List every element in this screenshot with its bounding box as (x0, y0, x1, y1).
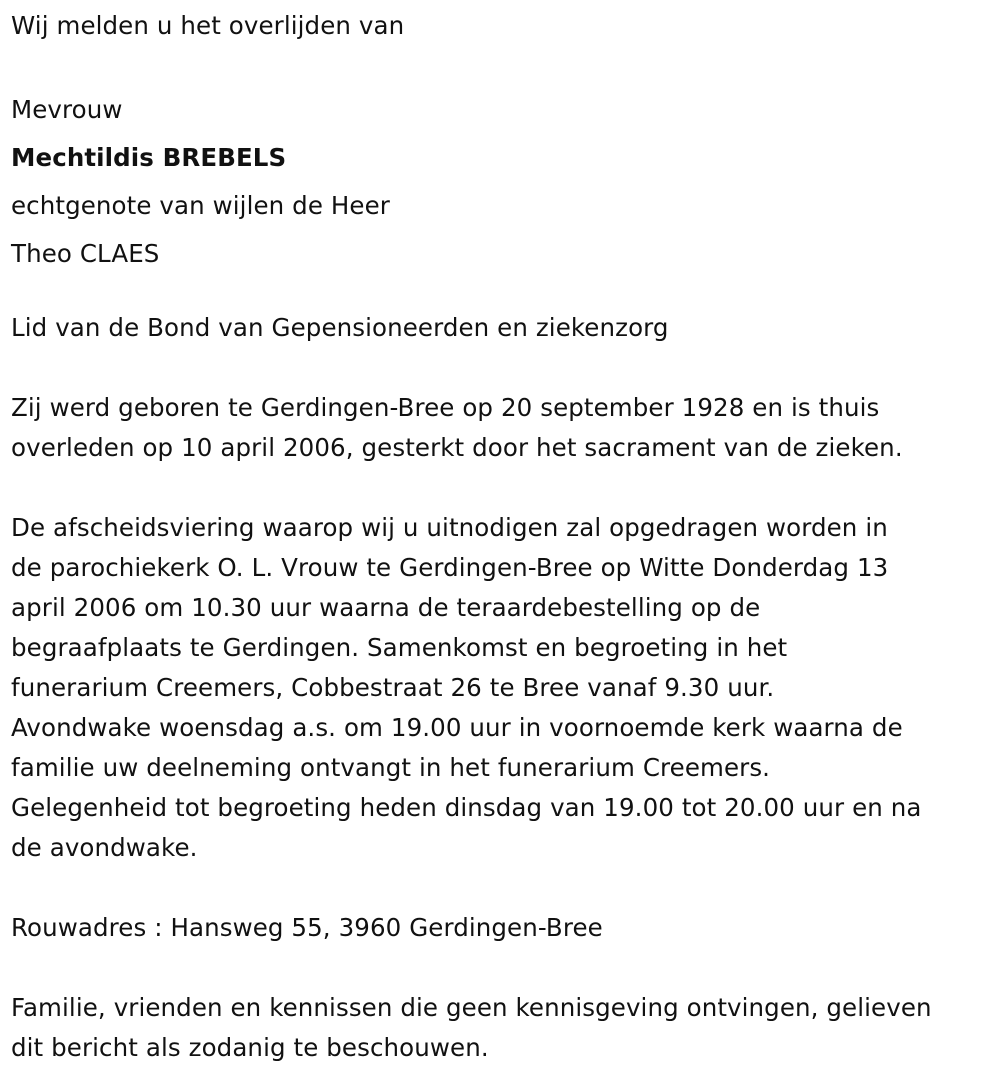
deceased-name: Mechtildis BREBELS (11, 143, 287, 172)
ceremony-paragraph (11, 508, 996, 868)
ceremony-line: familie uw deelneming ontvangt in het funerarium Creemers. (11, 753, 771, 782)
deceased-title: Mevrouw (11, 95, 123, 124)
birth-death-line: Zij werd geboren te Gerdingen-Bree op 20 september 1928 en is thuis (11, 393, 880, 422)
ceremony-line: Avondwake woensdag a.s. om 19.00 uur in voornoemde kerk waarna de (11, 713, 903, 742)
closing-paragraph (11, 988, 996, 1068)
ceremony-line: De afscheidsviering waarop wij u uitnodigen zal opgedragen worden in (11, 513, 888, 542)
mourning-address: Rouwadres : Hansweg 55, 3960 Gerdingen-Bree (11, 913, 603, 942)
spouse-name: Theo CLAES (11, 239, 160, 268)
ceremony-line: april 2006 om 10.30 uur waarna de teraardebestelling op de (11, 593, 761, 622)
death-notice (11, 6, 996, 1068)
deceased-block (11, 86, 996, 278)
deceased-relation: echtgenote van wijlen de Heer (11, 191, 390, 220)
ceremony-line: begraafplaats te Gerdingen. Samenkomst en begroeting in het (11, 633, 788, 662)
closing-line: Familie, vrienden en kennissen die geen kennisgeving ontvingen, gelieven (11, 993, 932, 1022)
closing-line: dit bericht als zodanig te beschouwen. (11, 1033, 489, 1062)
ceremony-line: funerarium Creemers, Cobbestraat 26 te Bree vanaf 9.30 uur. (11, 673, 775, 702)
birth-death-line: overleden op 10 april 2006, gesterkt door het sacrament van de zieken. (11, 433, 903, 462)
ceremony-line: Gelegenheid tot begroeting heden dinsdag van 19.00 tot 20.00 uur en na (11, 793, 922, 822)
membership-text: Lid van de Bond van Gepensioneerden en ziekenzorg (11, 313, 669, 342)
intro-text: Wij melden u het overlijden van (11, 11, 405, 40)
ceremony-line: de avondwake. (11, 833, 198, 862)
membership-paragraph (11, 308, 996, 348)
ceremony-line: de parochiekerk O. L. Vrouw te Gerdingen-Bree op Witte Donderdag 13 (11, 553, 889, 582)
birth-death-paragraph (11, 388, 996, 468)
address-paragraph (11, 908, 996, 948)
